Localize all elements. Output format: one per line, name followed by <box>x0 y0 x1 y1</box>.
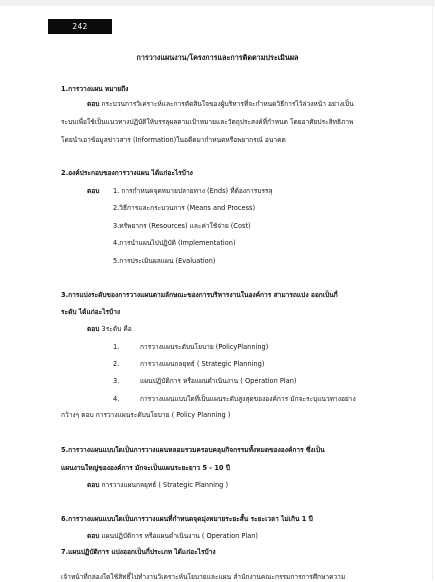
page-number-badge: 242 <box>48 19 112 34</box>
section-1-line-2: ระบบเพื่อใช้เป็นแนวทางปฏิบัติให้บรรลุผลตามเป้าหมายและวัตถุประสงค์ที่กำหนด โดยอาศัยประสิทธิภาพ <box>61 118 354 126</box>
section-3-heading-line-2: ระดับ ได้แก่อะไรบ้าง <box>61 308 121 316</box>
cut-off-footer-line: เจ้าหน้าที่กล่องใดใช้สิทธิ์ไปทำงานวิเคราะห์นโยบายและแผน สำนักงานคณะกรรมการการศึกษาความ <box>61 573 346 581</box>
section-1-heading: 1.การวางแผน หมายถึง <box>61 85 129 93</box>
section-7-heading: 7.แผนปฏิบัติการ แบ่งออกเป็นกี่ประเภท ได้แก่อะไรบ้าง <box>61 548 216 556</box>
section-2-item-5: 5.การประเมินผลแผน (Evaluation) <box>113 257 216 265</box>
page-title: การวางแผนงาน/โครงการและการติดตามประเมินผล <box>136 53 299 62</box>
section-3-item-4-num: 4. <box>113 395 120 403</box>
section-5-heading-line-2: แผนงานใหญ่ขององค์การ มักจะเป็นแผนระยะยาว 5 - 10 ปี <box>61 464 230 472</box>
answer-label: ตอบ <box>87 532 100 540</box>
section-3-item-1-text: การวางแผนระดับนโยบาย (PolicyPlanning) <box>140 343 269 351</box>
section-3-item-2-text: การวางแผนกลยุทธ์ ( Strategic Planning) <box>140 360 265 368</box>
section-5-answer <box>87 481 228 490</box>
section-3-heading-line-1: 3.การแบ่งระดับของการวางแผนตามลักษณะของการบริหารงานในองค์การ สามารถแบ่ง ออกเป็นกี่ <box>61 291 338 299</box>
section-1-text-1: กระบวนการวิเคราะห์และการตัดสินใจของผู้บริหารที่จะกำหนดวิธีการไว้ล่วงหน้า อย่างเป็น <box>101 100 354 108</box>
section-3-item-2-num: 2. <box>113 360 120 368</box>
answer-label: ตอบ <box>87 325 100 333</box>
page-right-edge <box>432 0 433 580</box>
answer-label: ตอบ <box>87 100 100 108</box>
section-2-item-1: 1. การกำหนดจุดหมายปลายทาง (Ends) ที่ต้องการบรรลุ <box>113 187 273 195</box>
section-3-item-1-num: 1. <box>113 343 120 351</box>
section-2-item-2: 2.วิธีการและกระบวนการ (Means and Process) <box>113 204 256 212</box>
section-5-answer-text: การวางแผนกลยุทธ์ ( Strategic Planning ) <box>101 481 229 489</box>
section-2-heading: 2.องค์ประกอบของการวางแผน ได้แก่อะไรบ้าง <box>61 169 193 177</box>
section-2-item-4: 4.การนำแผนไปปฏิบัติ (Implementation) <box>113 239 236 247</box>
page-top-edge <box>0 0 435 6</box>
section-3-item-3-text: แผนปฏิบัติการ หรือแผนดำเนินงาน ( Operation Plan) <box>140 377 297 385</box>
section-3-intro <box>87 325 132 334</box>
section-2-item-3: 3.ทรัพยากร (Resources) และค่าใช้จ่าย (Cost) <box>113 222 251 230</box>
section-3-continuation: กว้างๆ ตอบ การวางแผนระดับนโยบาย ( Policy Planning ) <box>61 411 231 419</box>
section-1-line-1 <box>87 100 354 109</box>
answer-label: ตอบ <box>87 481 100 489</box>
section-5-heading-line-1: 5.การวางแผนแบบใดเป็นการวางแผนหลอมรวมครอบคลุมกิจกรรมทั้งหมดขององค์การ ซึ่งเป็น <box>61 446 325 454</box>
section-1-line-3: โดยนำเอาข้อมูลข่าวสาร (Information)ในอดีตมากำหนดหรือพยากรณ์ อนาคต <box>61 136 286 144</box>
section-6-answer <box>87 532 258 541</box>
section-3-intro-text: 3ระดับ คือ <box>101 325 132 333</box>
section-3-item-4-text: การวางแผนแบบใดที่เป็นแผนระดับสูงสุดขององค์การ มักจะระบุแนวทางอย่าง <box>140 395 356 403</box>
section-6-heading: 6.การวางแผนแบบใดเป็นการวางแผนที่กำหนดจุดมุ่งหมายระยะสั้น ระยะเวลา ไม่เกิน 1 ปี <box>61 515 313 523</box>
answer-label: ตอบ <box>87 187 100 195</box>
section-3-item-3-num: 3. <box>113 377 120 385</box>
section-6-answer-text: แผนปฏิบัติการ หรือแผนดำเนินงาน ( Operation Plan) <box>101 532 259 540</box>
